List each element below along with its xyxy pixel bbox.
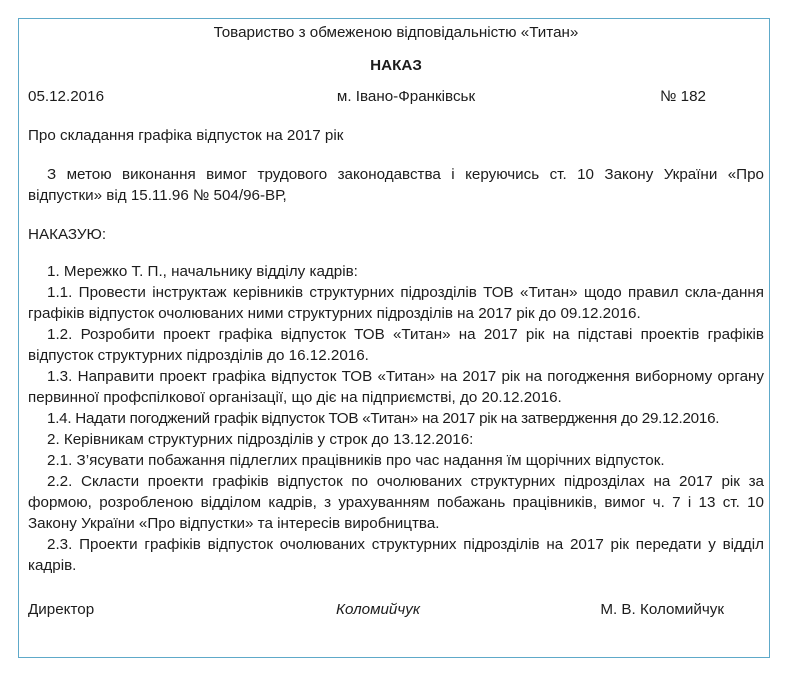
item-1: 1. Мережко Т. П., начальнику відділу кадрів:	[47, 263, 358, 280]
order-city: м. Івано-Франківськ	[336, 88, 476, 105]
signature-block	[28, 599, 764, 620]
header-row	[28, 86, 764, 107]
item-2-1: 2.1. З’ясувати побажання підлеглих працівників про час надання їм щорічних відпусток.	[47, 452, 665, 469]
order-date: 05.12.2016	[28, 88, 105, 105]
order-subject: Про складання графіка відпусток на 2017 рік	[28, 127, 344, 144]
item-1-4: 1.4. Надати погоджений графік відпусток ТОВ «Титан» на 2017 рік на затвердження до 29.12.2016.	[47, 410, 720, 427]
signer-name: М. В. Коломийчук	[600, 601, 724, 618]
item-1-3: 1.3. Направити проект графіка відпусток ТОВ «Титан» на 2017 рік на погодження виборному органу первинної профспілкової організації, що діє на підприємстві, до 20.12.2016.	[28, 368, 764, 406]
item-1-2: 1.2. Розробити проект графіка відпусток ТОВ «Титан» на 2017 рік на підставі проектів графіків відпусток структурних підрозділів до 16.12.2016.	[28, 326, 764, 364]
item-2-3: 2.3. Проекти графіків відпусток очолюваних структурних підрозділів на 2017 рік передати у відділ кадрів.	[28, 536, 764, 574]
order-word: НАКАЗУЮ:	[28, 226, 107, 243]
handwritten-signature: Коломийчук	[336, 601, 421, 618]
order-document	[28, 22, 764, 620]
item-1-1: 1.1. Провести інструктаж керівників структурних підрозділів ТОВ «Титан» щодо правил скла-дання графіків відпусток очолюваних ними структурних підрозділів на 2017 рік до 09.12.2016.	[28, 284, 764, 322]
document-type: НАКАЗ	[370, 57, 422, 74]
order-number: № 182	[660, 88, 706, 105]
signer-position: Директор	[28, 601, 95, 618]
item-2-2: 2.2. Скласти проекти графіків відпусток по очолюваних структурних підрозділах на 2017 рік за формою, розробленою відділом кадрів, з урахуванням побажань працівників, вимог ч. 7 і 13 ст. 10 Закону України «Про відпустки» та інтересів виробництва.	[28, 473, 764, 532]
item-2: 2. Керівникам структурних підрозділів у строк до 13.12.2016:	[47, 431, 474, 448]
organization-name: Товариство з обмеженою відповідальністю «Титан»	[213, 24, 579, 41]
preamble: З метою виконання вимог трудового законодавства і керуючись ст. 10 Закону України «Про відпустки» від 15.11.96 № 504/96-ВР,	[28, 166, 764, 204]
